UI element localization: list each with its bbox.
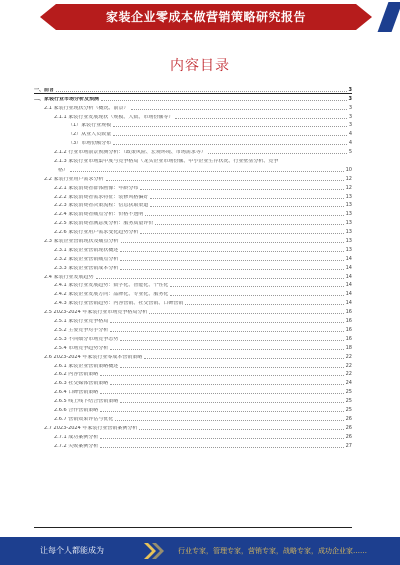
toc-entry-page: 27 [345, 442, 352, 449]
toc-entry-label: 2.7.2 失败案例分析 [54, 443, 99, 449]
toc-entry[interactable] [34, 422, 352, 431]
toc-leader-dots [100, 447, 343, 448]
toc-entry-page: 13 [345, 220, 352, 227]
toc-leader-dots [185, 304, 343, 305]
toc-entry-label: 2.7 2023-2024 年家装行业营销案例分析 [44, 425, 138, 431]
toc-entry-page: 26 [345, 415, 352, 422]
toc-bottom-divider [34, 527, 352, 528]
toc-entry-page: 13 [345, 202, 352, 209]
toc-entry-label: 2.2.2 家装消费者需求特征：装修风格偏好 [54, 194, 149, 200]
toc-entry-page: 16 [345, 326, 352, 333]
toc-entry[interactable] [34, 217, 352, 226]
toc-entry-page: 26 [345, 433, 352, 440]
toc-entry[interactable] [34, 244, 352, 253]
toc-entry[interactable] [34, 333, 352, 342]
toc-leader-dots [120, 251, 343, 252]
toc-heading: 内容目录 [170, 58, 230, 74]
toc-entry-page: 25 [345, 398, 352, 405]
toc-entry-label: 2.4 家装行业发展趋势 [44, 274, 94, 280]
toc-entry-label: 2.3 家装企业营销现状及痛点分析 [44, 239, 119, 245]
toc-entry-label: 2.4.3 家装行业营销趋势：内容营销、社交营销、口碑营销 [54, 301, 184, 307]
toc-entry-page: 3 [348, 122, 352, 129]
toc-entry-label: 2.4.2 家装企业发展方向：品牌化、专业化、服务化 [54, 292, 169, 298]
toc-entry-page: 13 [345, 229, 352, 236]
toc-leader-dots [150, 206, 343, 207]
toc-entry[interactable] [34, 369, 352, 378]
toc-entry[interactable] [34, 324, 352, 333]
toc-entry-page: 22 [345, 362, 352, 369]
toc-entry-page: 5 [348, 149, 352, 156]
toc-entry[interactable] [34, 120, 352, 129]
toc-entry-label: 2.5.2 主要竞争对手分析 [54, 327, 109, 333]
toc-entry-label: 2.5.1 家装行业竞争格局 [54, 319, 109, 325]
toc-entry-label: 2.7.1 成功案例分析 [54, 434, 99, 440]
toc-leader-dots [113, 135, 347, 136]
toc-entry-page: 4 [348, 131, 352, 138]
toc-entry-label: （1）家装行业规模 [68, 123, 112, 129]
toc-leader-dots [131, 109, 347, 110]
toc-entry[interactable] [34, 102, 352, 111]
toc-entry[interactable] [34, 431, 352, 440]
toc-leader-dots [115, 420, 343, 421]
toc-entry-label: 2.6.6 合作营销策略 [54, 407, 99, 413]
toc-entry-label: 2.2.5 家装消费者满意度分析：服务质量评价 [54, 221, 154, 227]
toc-entry-label: 2.2.4 家装消费者痛点分析：价格不透明 [54, 212, 144, 218]
toc-entry-label: 2.6 2023-2024 年家装行业零成本营销策略 [44, 354, 143, 360]
toc-entry[interactable] [34, 191, 352, 200]
toc-leader-dots [100, 411, 343, 412]
toc-entry-label: 2.5.3 不同细分市场竞争态势 [54, 336, 119, 342]
toc-entry[interactable] [34, 262, 352, 271]
toc-entry-label: 格） [58, 167, 69, 173]
table-of-contents [34, 84, 352, 449]
toc-entry-page: 12 [345, 184, 352, 191]
toc-leader-dots [120, 269, 343, 270]
toc-entry-label: 2.6.5 线上线下结合营销策略 [54, 399, 119, 405]
toc-leader-dots [149, 313, 343, 314]
toc-entry[interactable] [34, 315, 352, 324]
toc-entry[interactable] [34, 351, 352, 360]
toc-entry-label: 2.4.1 家装行业发展趋势：数字化、智能化、个性化 [54, 283, 169, 289]
toc-entry[interactable] [34, 155, 352, 164]
toc-leader-dots [170, 295, 343, 296]
toc-leader-dots [106, 180, 344, 181]
toc-entry-label: 2.1.2 行业市场前景预测分析：（政策风险、宏观环境、市场需求等） [54, 150, 206, 156]
toc-entry-page: 25 [345, 389, 352, 396]
toc-entry[interactable] [34, 297, 352, 306]
toc-entry-page: 10 [345, 166, 352, 173]
toc-entry[interactable] [34, 93, 352, 102]
toc-entry-label: 2.6.7 营销效果评估与优化 [54, 416, 114, 422]
toc-entry[interactable] [34, 208, 352, 217]
toc-entry[interactable] [34, 360, 352, 369]
toc-entry-label: 2.5 2023-2024 年家装行业市场竞争格局分析 [44, 310, 148, 316]
toc-entry-page: 14 [345, 273, 352, 280]
toc-entry[interactable] [34, 182, 352, 191]
toc-entry-label: 2.1.1 家装行业发展现状（规模、人数、市场份额等） [54, 114, 174, 120]
toc-entry-label: 2.6.4 口碑营销策略 [54, 390, 99, 396]
toc-leader-dots [100, 375, 343, 376]
toc-leader-dots [70, 171, 344, 172]
toc-entry-page: 22 [345, 353, 352, 360]
toc-leader-dots [56, 91, 347, 92]
toc-entry-label: 二、家装行业市场分析及预测 [34, 96, 100, 102]
toc-entry-page: 13 [345, 211, 352, 218]
toc-leader-dots [208, 153, 347, 154]
toc-entry-page: 18 [345, 344, 352, 351]
toc-entry-page: 3 [348, 104, 352, 111]
toc-entry[interactable] [34, 306, 352, 315]
footer-chevron-icon [140, 541, 166, 561]
toc-entry[interactable] [34, 235, 352, 244]
toc-entry-page: 14 [345, 264, 352, 271]
toc-entry[interactable] [34, 128, 352, 137]
toc-entry[interactable] [34, 173, 352, 182]
toc-entry-label: （2）从业人员数量 [68, 132, 112, 138]
header-accent-stripe [378, 2, 400, 32]
toc-entry[interactable] [34, 288, 352, 297]
toc-leader-dots [120, 260, 343, 261]
toc-entry-label: 2.2.6 家装行业用户需求变化趋势分析 [54, 230, 139, 236]
toc-entry-page: 4 [348, 140, 352, 147]
toc-leader-dots [121, 242, 344, 243]
toc-entry[interactable] [34, 164, 352, 173]
toc-entry[interactable] [34, 395, 352, 404]
toc-entry-label: 2.3.2 家装企业营销痛点分析 [54, 256, 119, 262]
toc-leader-dots [120, 340, 343, 341]
toc-leader-dots [113, 126, 347, 127]
toc-entry[interactable] [34, 226, 352, 235]
toc-entry[interactable] [34, 404, 352, 413]
toc-entry-page: 14 [345, 282, 352, 289]
toc-entry-label: （3）市场份额分布 [68, 141, 112, 147]
toc-entry[interactable] [34, 386, 352, 395]
toc-entry-page: 24 [345, 380, 352, 387]
toc-entry[interactable] [34, 280, 352, 289]
toc-leader-dots [110, 349, 343, 350]
toc-entry-label: 2.1 家装行业现状分析（概况、前景） [44, 105, 129, 111]
toc-leader-dots [113, 144, 347, 145]
toc-leader-dots [139, 429, 343, 430]
toc-leader-dots [140, 189, 343, 190]
toc-leader-dots [155, 224, 343, 225]
toc-leader-dots [150, 198, 343, 199]
toc-leader-dots [100, 393, 343, 394]
toc-leader-dots [140, 233, 343, 234]
toc-entry-label: 2.3.3 家装企业营销成本分析 [54, 265, 119, 271]
toc-entry-page: 22 [345, 371, 352, 378]
page-footer [0, 537, 400, 565]
toc-leader-dots [96, 278, 344, 279]
toc-entry[interactable] [34, 111, 352, 120]
toc-entry-page: 13 [345, 246, 352, 253]
toc-entry-page: 12 [345, 175, 352, 182]
toc-entry[interactable] [34, 137, 352, 146]
toc-entry-label: 2.6.3 社交媒体营销策略 [54, 381, 109, 387]
toc-entry-page: 13 [345, 238, 352, 245]
header-ribbon-left [40, 4, 56, 30]
toc-entry-label: 2.3.1 家装企业营销现状概述 [54, 247, 119, 253]
toc-leader-dots [120, 402, 343, 403]
header-ribbon-right [356, 4, 372, 30]
toc-leader-dots [145, 215, 343, 216]
toc-entry-page: 14 [345, 291, 352, 298]
toc-leader-dots [175, 118, 346, 119]
toc-leader-dots [120, 367, 343, 368]
toc-entry-page: 16 [345, 335, 352, 342]
toc-entry-label: 2.5.4 市场竞争趋势分析 [54, 345, 109, 351]
toc-entry-page: 26 [345, 424, 352, 431]
toc-entry[interactable] [34, 84, 352, 93]
toc-leader-dots [100, 438, 343, 439]
toc-leader-dots [144, 358, 343, 359]
toc-leader-dots [101, 100, 347, 101]
toc-entry[interactable] [34, 200, 352, 209]
report-header [0, 0, 400, 38]
toc-entry[interactable] [34, 146, 352, 155]
toc-leader-dots [110, 322, 343, 323]
toc-entry-page: 3 [348, 95, 352, 102]
toc-entry[interactable] [34, 377, 352, 386]
toc-entry-label: 2.6.1 家装企业营销策略概述 [54, 363, 119, 369]
toc-entry[interactable] [34, 253, 352, 262]
toc-entry-label: 一、前言 [34, 87, 55, 93]
toc-leader-dots [110, 384, 343, 385]
toc-entry-page: 3 [348, 86, 352, 93]
toc-entry-label: 2.2.1 家装消费者群体画像：年龄分布 [54, 185, 139, 191]
toc-leader-dots [170, 286, 343, 287]
toc-entry-label: 2.1.3 家装行业市场集中度与竞争格局（龙头企业市场份额、中小企业生存状况、行业壁垒分析、竞争 [54, 159, 279, 165]
toc-entry-page: 16 [345, 309, 352, 316]
toc-entry-page: 25 [345, 406, 352, 413]
toc-entry[interactable] [34, 413, 352, 422]
toc-entry-page: 14 [345, 255, 352, 262]
toc-leader-dots [110, 331, 343, 332]
toc-entry-page: 13 [345, 193, 352, 200]
toc-entry[interactable] [34, 342, 352, 351]
toc-entry-label: 2.2 家装行业用户需求分析 [44, 176, 104, 182]
toc-entry-page: 3 [348, 113, 352, 120]
toc-entry[interactable] [34, 271, 352, 280]
footer-tagline: 行业专家，管理专家，营销专家，战略专家，成功企业家…… [178, 547, 367, 555]
toc-entry-label: 2.2.3 家装消费者决策流程：信息获取渠道 [54, 203, 149, 209]
toc-entry-page: 14 [345, 300, 352, 307]
toc-entry-label: 2.6.2 内容营销策略 [54, 372, 99, 378]
footer-slogan: 让每个人都能成为 [40, 546, 104, 555]
report-title: 家装企业零成本做营销策略研究报告 [105, 10, 306, 24]
toc-entry[interactable] [34, 440, 352, 449]
toc-entry-page: 16 [345, 318, 352, 325]
